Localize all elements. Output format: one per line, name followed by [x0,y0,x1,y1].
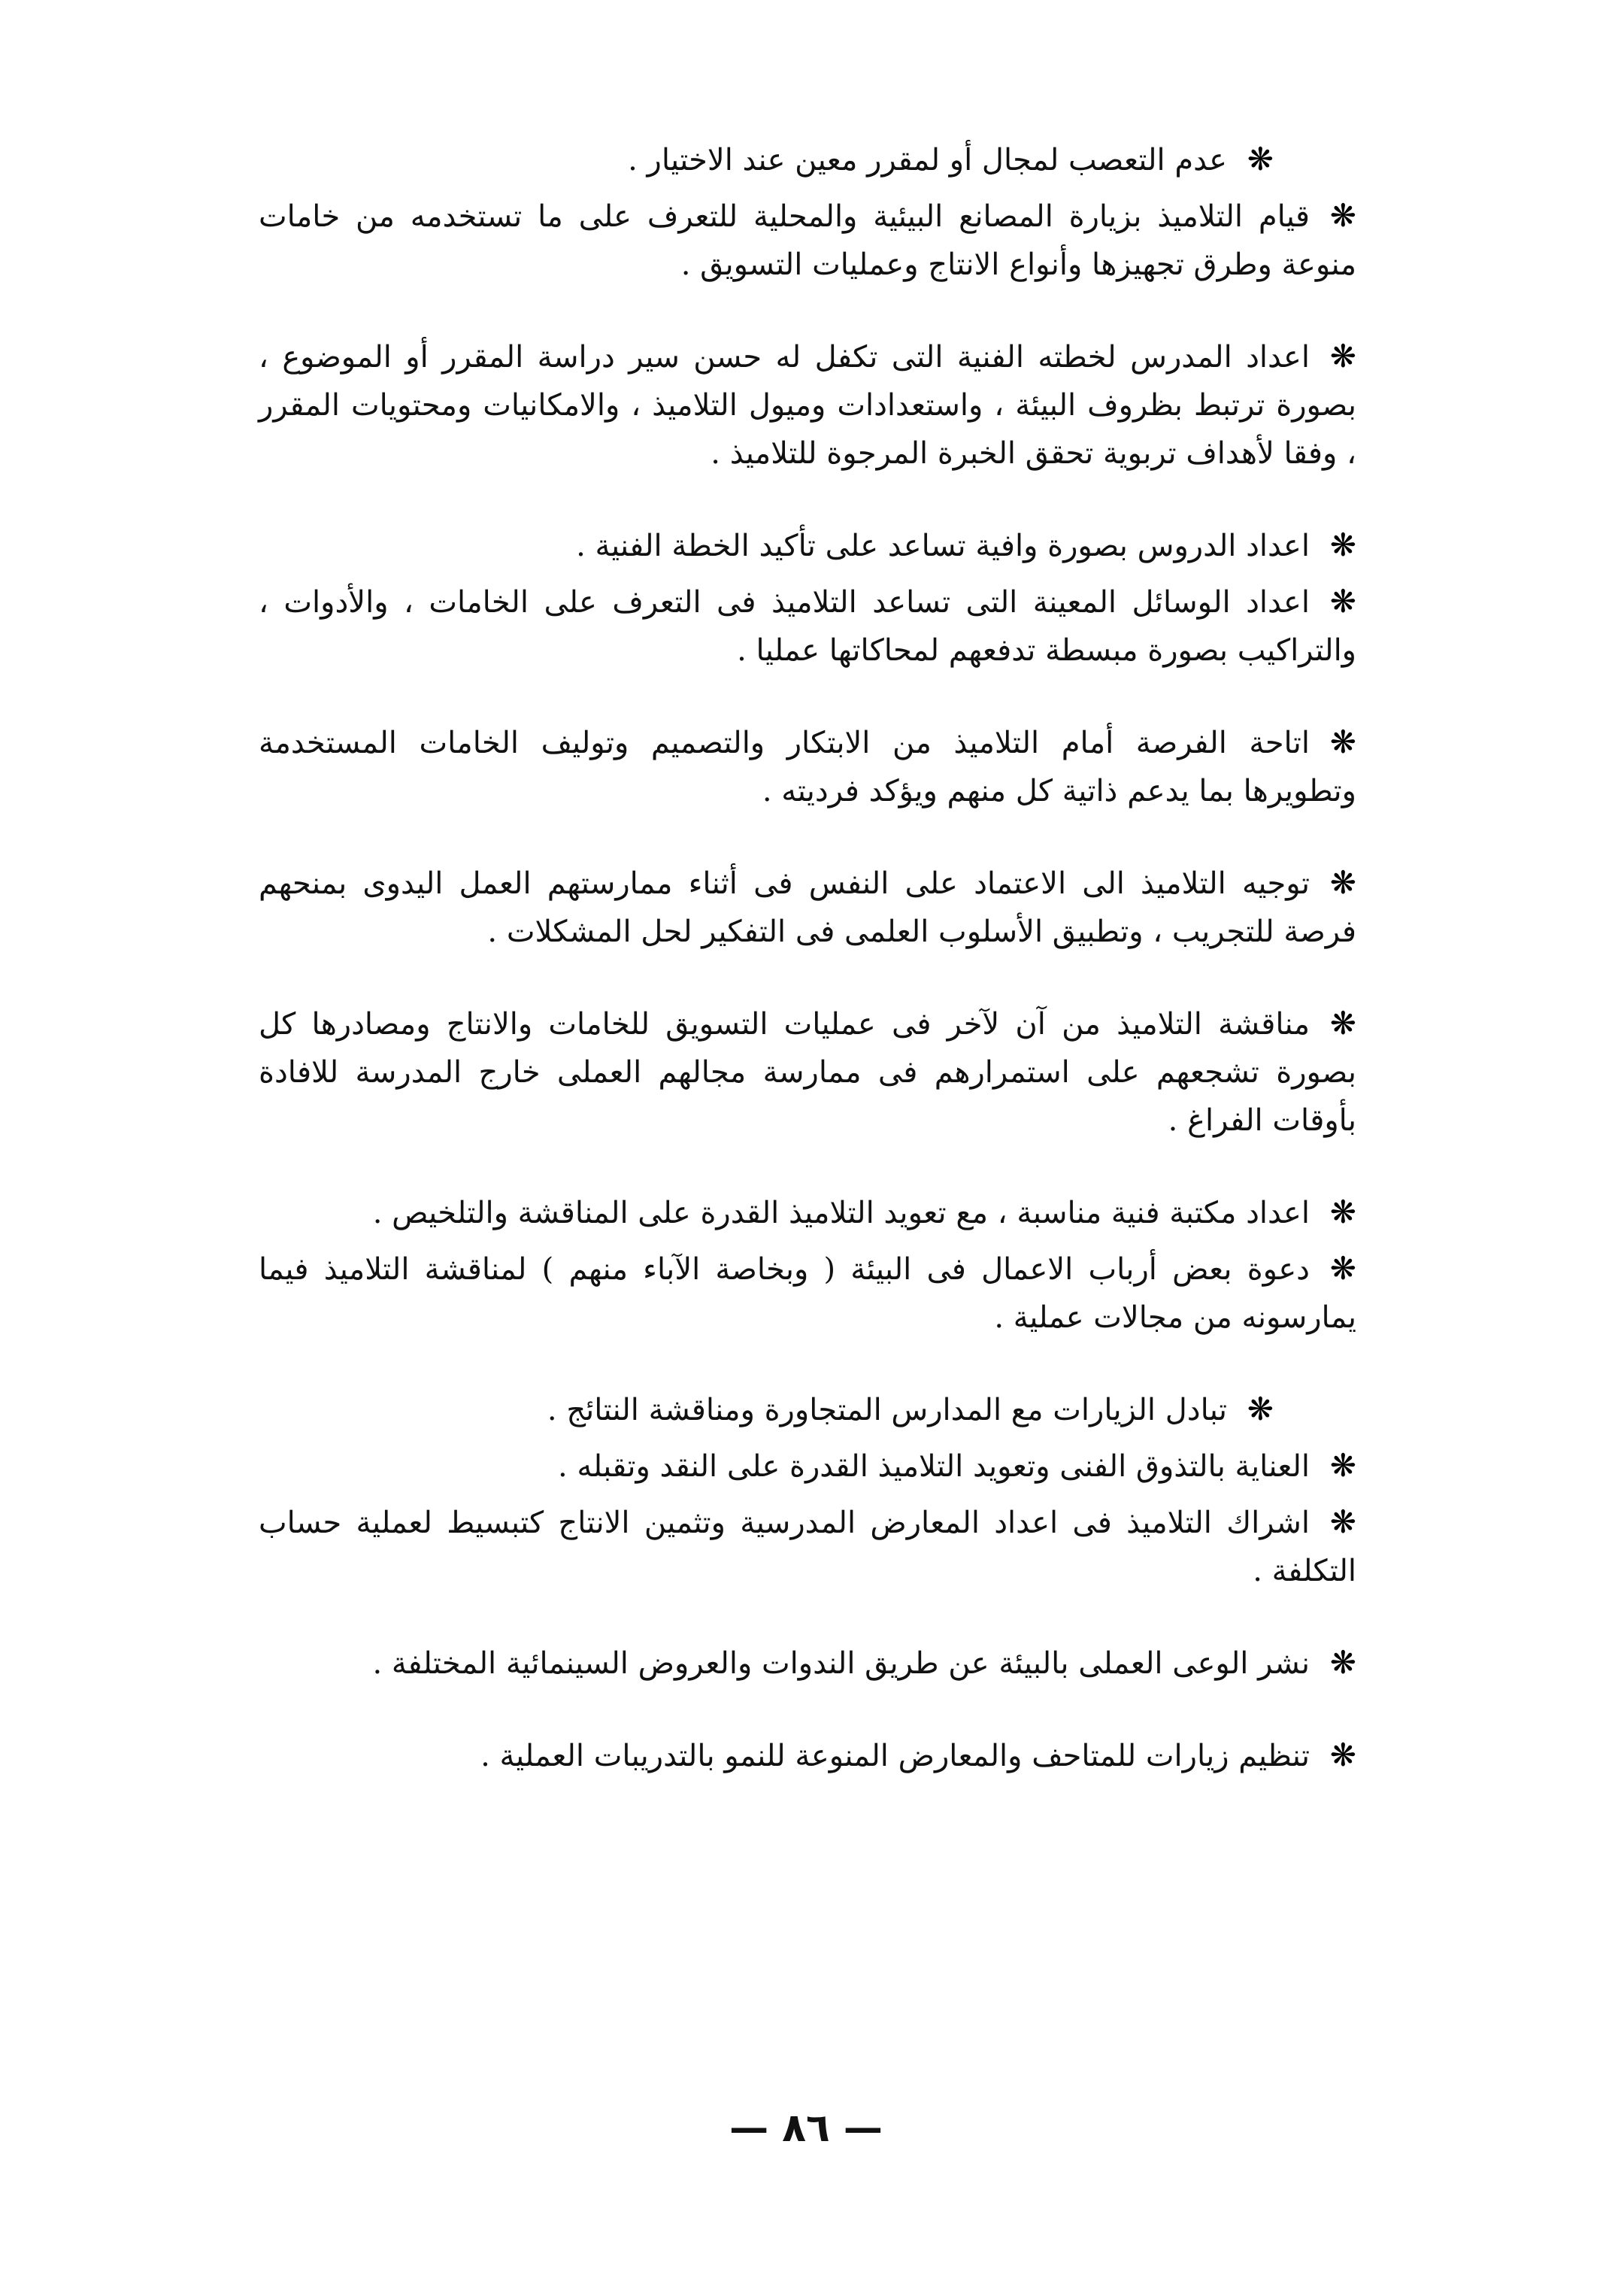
bullet-item [259,718,1356,815]
bullet-text: اعداد المدرس لخطته الفنية التى تكفل له حسن سير دراسة المقرر أو الموضوع ، بصورة ترتبط بظروف البيئة ، واستعدادات وميول التلاميذ ، والامكانيات ومحتويات المقرر ، وفقا لأهداف تربوية تحقق الخبرة المرجوة للتلاميذ . [259,340,1357,471]
bullet-text: توجيه التلاميذ الى الاعتماد على النفس فى أثناء ممارستهم العمل اليدوى بمنحهم فرصة للتجريب ، وتطبيق الأسلوب العلمى فى التفكير لحل المشكلات . [259,866,1356,949]
asterism-icon: ❋ [1329,1193,1356,1230]
asterism-icon: ❋ [1329,864,1356,901]
asterism-icon: ❋ [1329,1503,1356,1540]
asterism-icon: ❋ [1329,1447,1356,1484]
bullet-item [259,332,1356,478]
bullet-item [259,859,1356,956]
bullet-text: دعوة بعض أرباب الاعمال فى البيئة ( وبخاصة الآباء منهم ) لمناقشة التلاميذ فيما يمارسونه من مجالات عملية . [259,1252,1356,1335]
asterism-icon: ❋ [1329,526,1356,563]
asterism-icon: ❋ [1329,1736,1356,1773]
asterism-icon: ❋ [1329,583,1356,620]
document-body [259,135,1356,1803]
bullet-item [259,999,1356,1145]
bullet-text: اتاحة الفرصة أمام التلاميذ من الابتكار والتصميم وتوليف الخامات المستخدمة وتطويرها بما يدعم ذاتية كل منهم ويؤكد فرديته . [259,726,1356,808]
bullet-item [259,192,1356,289]
bullet-item [259,578,1356,675]
bullet-text: تنظيم زيارات للمتاحف والمعارض المنوعة للنمو بالتدريبات العملية . [480,1739,1310,1773]
asterism-icon: ❋ [1329,1250,1356,1287]
asterism-icon: ❋ [1247,1391,1274,1427]
bullet-item [259,1385,1356,1434]
bullet-text: نشر الوعى العملى بالبيئة عن طريق الندوات والعروض السينمائية المختلفة . [372,1646,1310,1681]
asterism-icon: ❋ [1329,197,1356,234]
bullet-text: اعداد الدروس بصورة وافية تساعد على تأكيد الخطة الفنية . [576,529,1310,563]
bullet-text: مناقشة التلاميذ من آن لآخر فى عمليات التسويق للخامات والانتاج ومصادرها كل بصورة تشجعهم على استمرارهم فى ممارسة مجالهم العملى خارج المدرسة للافادة بأوقات الفراغ . [259,1007,1356,1138]
bullet-item [259,135,1356,184]
bullet-item [259,1188,1356,1237]
bullet-item [259,1245,1356,1342]
bullet-text: قيام التلاميذ بزيارة المصانع البيئية والمحلية للتعرف على ما تستخدمه من خامات منوعة وطرق تجهيزها وأنواع الانتاج وعمليات التسويق . [259,199,1356,282]
bullet-text: اشراك التلاميذ فى اعداد المعارض المدرسية وتثمين الانتاج كتبسيط لعملية حساب التكلفة . [259,1506,1356,1588]
bullet-item [259,1639,1356,1688]
bullet-text: عدم التعصب لمجال أو لمقرر معين عند الاختيار . [628,143,1227,177]
bullet-item [259,521,1356,570]
bullet-text: اعداد الوسائل المعينة التى تساعد التلاميذ فى التعرف على الخامات ، والأدوات ، والتراكيب بصورة مبسطة تدفعهم لمحاكاتها عمليا . [259,585,1356,668]
bullet-item [259,1498,1356,1595]
asterism-icon: ❋ [1329,1644,1356,1681]
asterism-icon: ❋ [1329,723,1356,760]
asterism-icon: ❋ [1247,141,1274,177]
bullet-item [259,1442,1356,1491]
asterism-icon: ❋ [1329,338,1356,375]
bullet-text: العناية بالتذوق الفنى وتعويد التلاميذ القدرة على النقد وتقبله . [557,1449,1310,1484]
asterism-icon: ❋ [1329,1005,1356,1042]
bullet-text: اعداد مكتبة فنية مناسبة ، مع تعويد التلاميذ القدرة على المناقشة والتلخيص . [372,1196,1310,1230]
page-number: — ٨٦ — [729,2106,883,2151]
bullet-item [259,1731,1356,1780]
bullet-text: تبادل الزيارات مع المدارس المتجاورة ومناقشة النتائج . [547,1393,1227,1427]
